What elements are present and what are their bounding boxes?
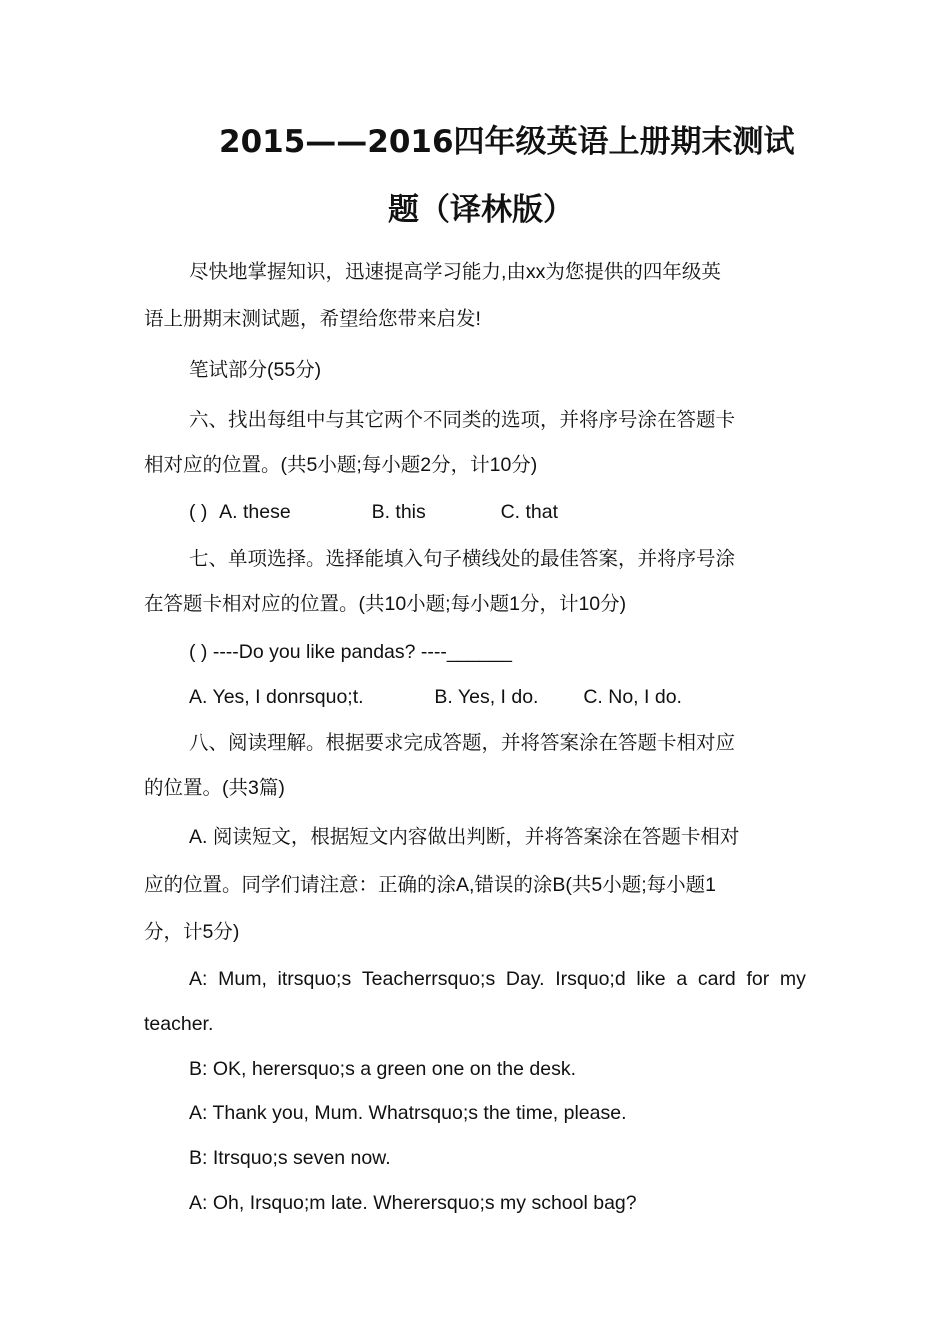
page-title-line-2: 题（译林版） [388,192,574,228]
dialogue-line-5: A: Oh, Irsquo;m late. Wherersquo;s my school bag? [189,1192,637,1214]
option-a: A. Yes, I donrsquo;t. [189,686,364,708]
section6-header-line-1: 六、找出每组中与其它两个不同类的选项，并将序号涂在答题卡 [189,409,736,431]
intro-line-1: 尽快地掌握知识，迅速提高学习能力,由xx为您提供的四年级英 [189,261,721,283]
word: for [746,968,770,990]
word: Mum, [218,968,267,990]
section6-header-line-2: 相对应的位置。(共5小题;每小题2分，计10分) [144,454,538,476]
option-a: A. these [219,501,291,523]
word: Day. [505,968,545,990]
section7-header-line-1: 七、单项选择。选择能填入句子横线处的最佳答案，并将序号涂 [189,548,736,570]
section7-question-1-stem: ( ) ----Do you like pandas? ----______ [189,641,512,663]
section6-question-1 [189,499,558,525]
dialogue-line-1 [189,966,806,992]
intro-line-2: 语上册期末测试题，希望给您带来启发! [144,308,481,330]
word: my [779,968,806,990]
word: A: [189,968,208,990]
answer-paren: ( ) [189,501,208,523]
word: card [697,968,736,990]
section7-question-1-options [189,684,682,710]
dialogue-line-1-continued: teacher. [144,1013,214,1035]
word: itrsquo;s [277,968,352,990]
dialogue-line-2: B: OK, herersquo;s a green one on the desk. [189,1058,576,1080]
part-a-instruction-line-3: 分，计5分) [144,921,240,943]
written-part-heading: 笔试部分(55分) [189,359,322,381]
word: a [676,968,688,990]
word: like [636,968,666,990]
section8-header-line-2: 的位置。(共3篇) [144,777,285,799]
word: Teacherrsquo;s [361,968,496,990]
page-title-line-1: 2015——2016四年级英语上册期末测试 [219,124,795,160]
part-a-instruction-line-1: A. 阅读短文，根据短文内容做出判断，并将答案涂在答题卡相对 [189,826,740,848]
part-a-instruction-line-2: 应的位置。同学们请注意：正确的涂A,错误的涂B(共5小题;每小题1 [144,874,717,896]
dialogue-line-4: B: Itrsquo;s seven now. [189,1147,391,1169]
section7-header-line-2: 在答题卡相对应的位置。(共10小题;每小题1分，计10分) [144,593,627,615]
section8-header-line-1: 八、阅读理解。根据要求完成答题，并将答案涂在答题卡相对应 [189,732,736,754]
dialogue-line-3: A: Thank you, Mum. Whatrsquo;s the time, please. [189,1102,627,1124]
word: Irsquo;d [555,968,626,990]
option-c: C. No, I do. [583,686,682,708]
option-b: B. Yes, I do. [434,686,539,708]
option-c: C. that [500,501,559,523]
option-b: B. this [371,501,426,523]
